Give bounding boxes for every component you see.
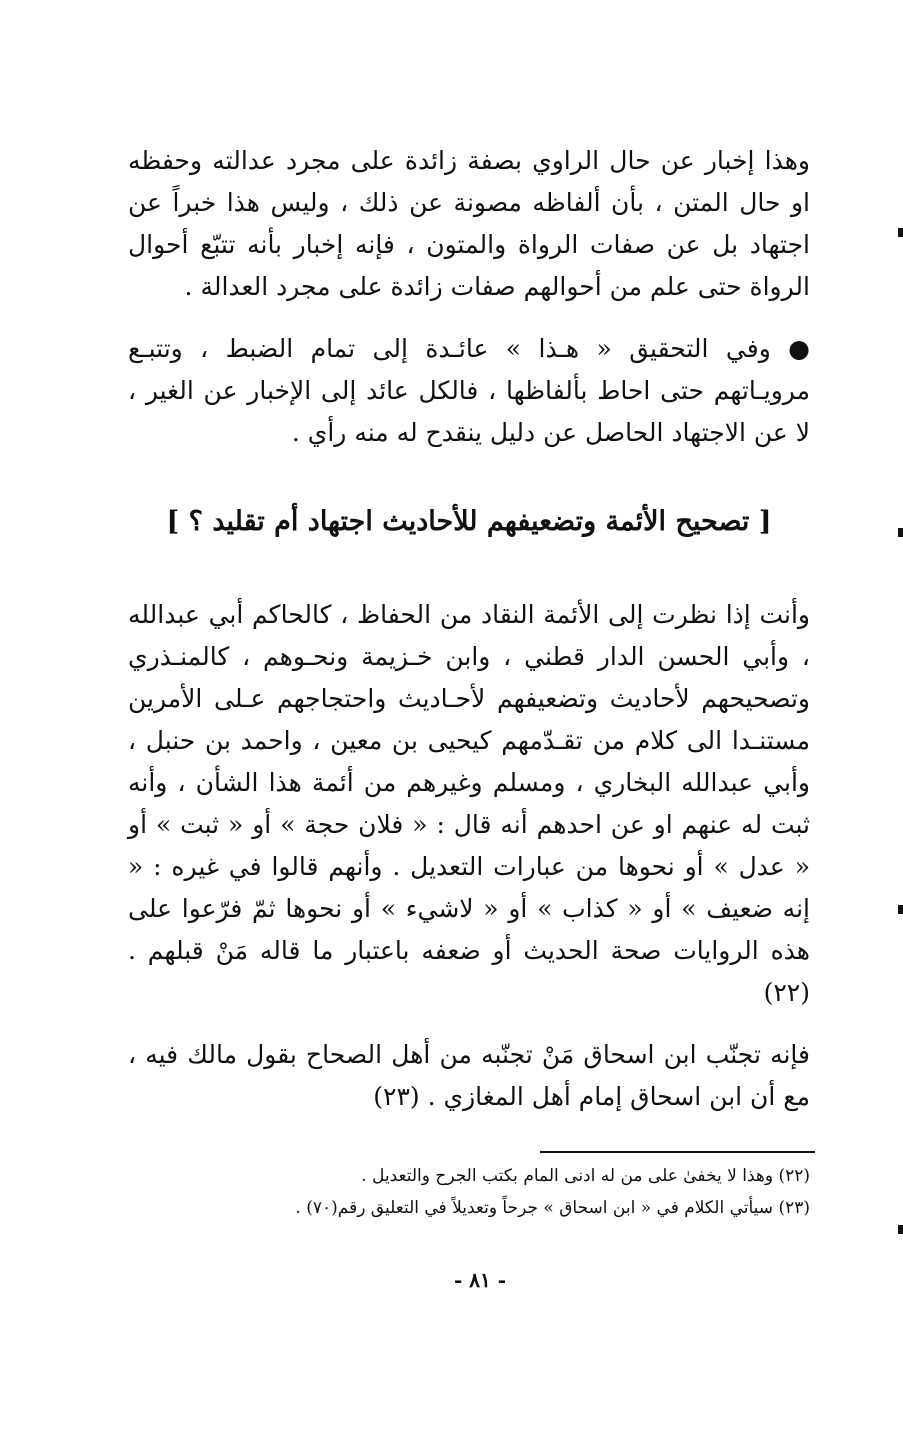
page-number: - ٨١ - [453, 1268, 506, 1292]
footnote-22: (٢٢) وهذا لا يخفىٰ على من له ادنى المام بكتب الجرح والتعديل . [361, 1166, 810, 1186]
paragraph-1: وهذا إخبار عن حال الراوي بصفة زائدة على مجرد عدالته وحفظه او حال المتن ، بأن ألفاظه مصونة عن ذلك ، وليس هذا خبراً عن اجتهاد بل عن صفات الرواة والمتون ، فإنه إخبار بأنه تتبّع أحوال الرواة حتى علم من أحوالهم صفات زائدة على مجرد العدالة . [128, 146, 810, 301]
margin-mark-2 [898, 528, 903, 537]
margin-mark-1 [898, 228, 903, 237]
margin-mark-4 [898, 1225, 903, 1234]
footnote-separator [540, 1151, 815, 1153]
paragraph-2: ● وفي التحقيق « هـذا » عائـدة إلى تمام الضبط ، وتتبـع مرويـاتهم حتى احاط بألفاظها ، فالكل عائد إلى الإخبار عن الغير ، لا عن الاجتهاد الحاصل عن دليل ينقدح له منه رأي . [128, 334, 810, 447]
paragraph-3: وأنت إذا نظرت إلى الأئمة النقاد من الحفاظ ، كالحاكم أبي عبدالله ، وأبي الحسن الدار قطني ، وابن خـزيمة ونحـوهم ، كالمنـذري وتصحيحهم لأحاديث وتضعيفهم لأحـاديث واحتجاجهم عـلى الأمرين مستنـدا الى كلام من تقـدّمهم كيحيى بن معين ، واحمد بن حنبل ، وأبي عبدالله البخاري ، ومسلم وغيرهم من أئمة هذا الشأن ، وأنه ثبت له عنهم او عن احدهم أنه قال : « فلان حجة » أو « ثبت » أو « عدل » أو نحوها من عبارات التعديل . وأنهم قالوا في غيره : « إنه ضعيف » أو « كذاب » أو « لاشيء » أو نحوها ثمّ فرّعوا على هذه الروايات صحة الحديث أو ضعفه باعتبار ما قاله مَنْ قبلهم . (٢٢) [128, 600, 810, 1007]
footnotes [128, 1160, 810, 1224]
margin-mark-3 [898, 905, 903, 914]
footnote-23: (٢٣) سيأتي الكلام في « ابن اسحاق » جرحاً وتعديلاً في التعليق رقم(٧٠) . [295, 1198, 810, 1218]
paragraph-4: فإنه تجنّب ابن اسحاق مَنْ تجنّبه من أهل الصحاح بقول مالك فيه ، مع أن ابن اسحاق إمام أهل المغازي . (٢٣) [128, 1040, 810, 1111]
section-heading: [ تصحيح الأئمة وتضعيفهم للأحاديث اجتهاد أم تقليد ؟ ] [166, 506, 772, 537]
page-body [128, 140, 810, 1118]
